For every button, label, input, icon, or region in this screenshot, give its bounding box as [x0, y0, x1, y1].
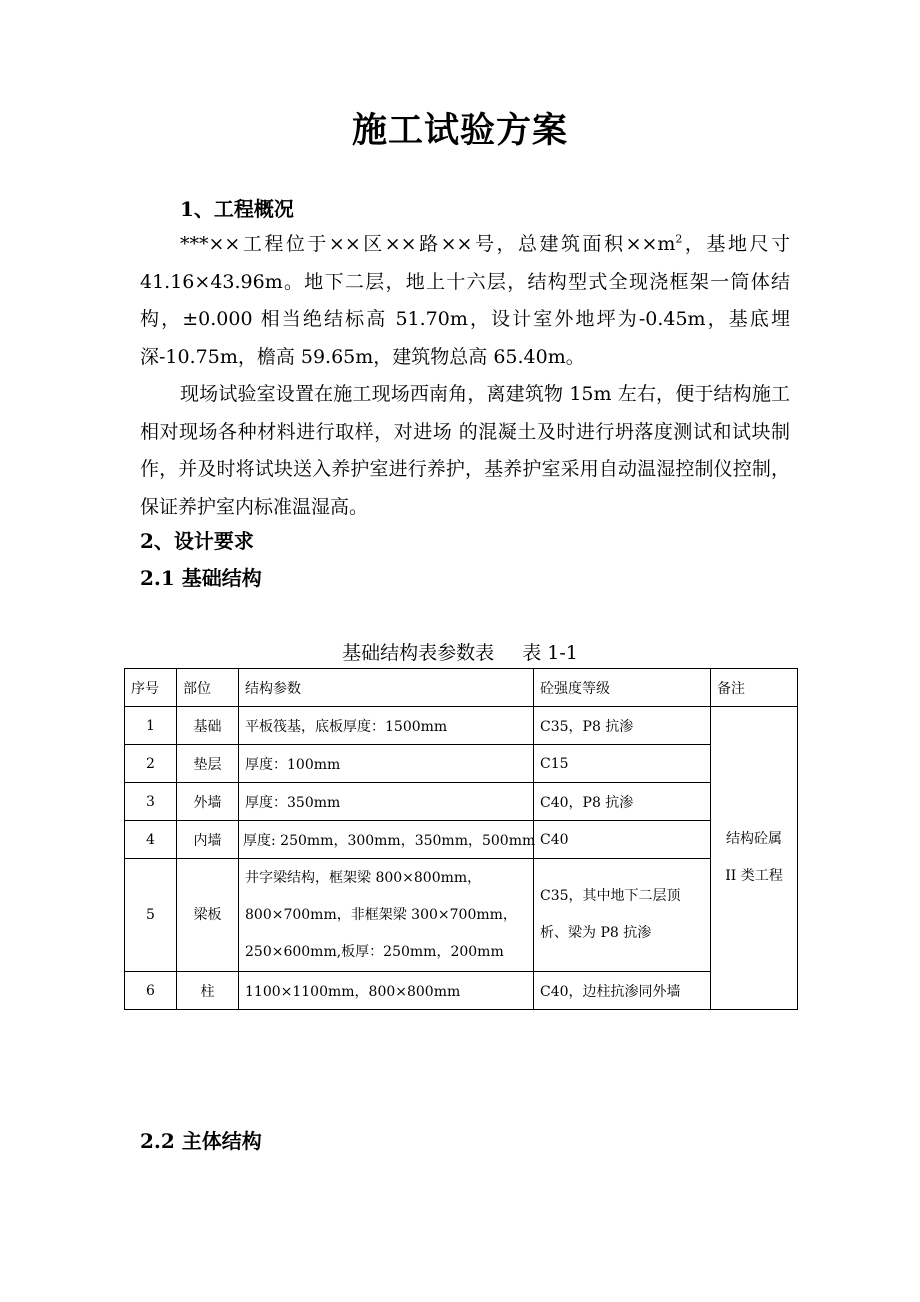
- row-grade: C15: [534, 745, 711, 783]
- table-header-row: [125, 669, 798, 707]
- row-grade: C40: [534, 821, 711, 859]
- table-caption-title: 基础结构表参数表: [342, 642, 495, 664]
- table-caption: [124, 638, 796, 668]
- overview-paragraph-1: [140, 226, 790, 376]
- remark-line-2: II 类工程: [725, 868, 783, 884]
- overview-paragraph-2: 现场试验室设置在施工现场西南角，离建筑物 15m 左右，便于结构施工相对现场各种材料进行取样，对进场 的混凝土及时进行坍落度测试和试块制作，并及时将试块送入养护室进行养护，基养护室采用自动温湿控制仪控制，保证养护室内标准温湿高。: [140, 383, 790, 518]
- row-part: 垫层: [177, 745, 239, 783]
- area-unit-superscript: 2: [675, 232, 683, 246]
- row-part: 外墙: [177, 783, 239, 821]
- row-part: 基础: [177, 707, 239, 745]
- row-part: 柱: [177, 972, 239, 1010]
- header-remark: 备注: [711, 669, 798, 707]
- table-row: [125, 972, 798, 1010]
- remark-line-1: 结构砼属: [726, 831, 782, 847]
- table-row: [125, 859, 798, 972]
- row-part: 梁板: [177, 859, 239, 972]
- row-params: 厚度: 250mm，300mm，350mm，500mm: [239, 821, 534, 859]
- header-grade: 砼强度等级: [534, 669, 711, 707]
- table-row: [125, 821, 798, 859]
- foundation-parameter-table: [124, 668, 798, 1010]
- section-2-1-heading: 2.1 基础结构: [140, 566, 262, 590]
- row-no: 6: [125, 972, 177, 1010]
- row-params: 平板筏基，底板厚度：1500mm: [239, 707, 534, 745]
- section-2-2-heading: 2.2 主体结构: [140, 1129, 262, 1153]
- header-part: 部位: [177, 669, 239, 707]
- section-2-heading: 2、设计要求: [140, 529, 254, 553]
- section-1-heading: 1、工程概况: [180, 197, 294, 221]
- row-params: 井字梁结构，框架梁 800×800mm，800×700mm，非框架梁 300×700mm，250×600mm,板厚：250mm，200mm: [239, 859, 534, 972]
- row-no: 4: [125, 821, 177, 859]
- row-params: 1100×1100mm，800×800mm: [239, 972, 534, 1010]
- row-no: 2: [125, 745, 177, 783]
- row-grade: C40，P8 抗渗: [534, 783, 711, 821]
- table-row: [125, 745, 798, 783]
- page-title: 施工试验方案: [351, 110, 568, 151]
- row-part: 内墙: [177, 821, 239, 859]
- row-params: 厚度：350mm: [239, 783, 534, 821]
- overview-paragraph-1-text-b: ，基地尺寸 41.16×43.96m。地下二层，地上十六层，结构型式全现浇框架一筒体结构，±0.000 相当绝结标高 51.70m，设计室外地坪为-0.45m，基底埋深-10.75m，檐高 59.65m，建筑物总高 65.40m。: [140, 233, 790, 368]
- row-no: 1: [125, 707, 177, 745]
- row-no: 3: [125, 783, 177, 821]
- row-no: 5: [125, 859, 177, 972]
- row-grade: C35，P8 抗渗: [534, 707, 711, 745]
- overview-paragraph-1-text-a: ***××工程位于××区××路××号，总建筑面积××m: [180, 233, 676, 255]
- table-row: [125, 783, 798, 821]
- header-no: 序号: [125, 669, 177, 707]
- table-caption-number: 表 1-1: [522, 642, 578, 664]
- row-grade: C40，边柱抗渗同外墙: [534, 972, 711, 1010]
- row-params: 厚度：100mm: [239, 745, 534, 783]
- table-row: [125, 707, 798, 745]
- header-params: 结构参数: [239, 669, 534, 707]
- row-grade: C35，其中地下二层顶析、梁为 P8 抗渗: [534, 859, 711, 972]
- remark-cell: [711, 707, 798, 1010]
